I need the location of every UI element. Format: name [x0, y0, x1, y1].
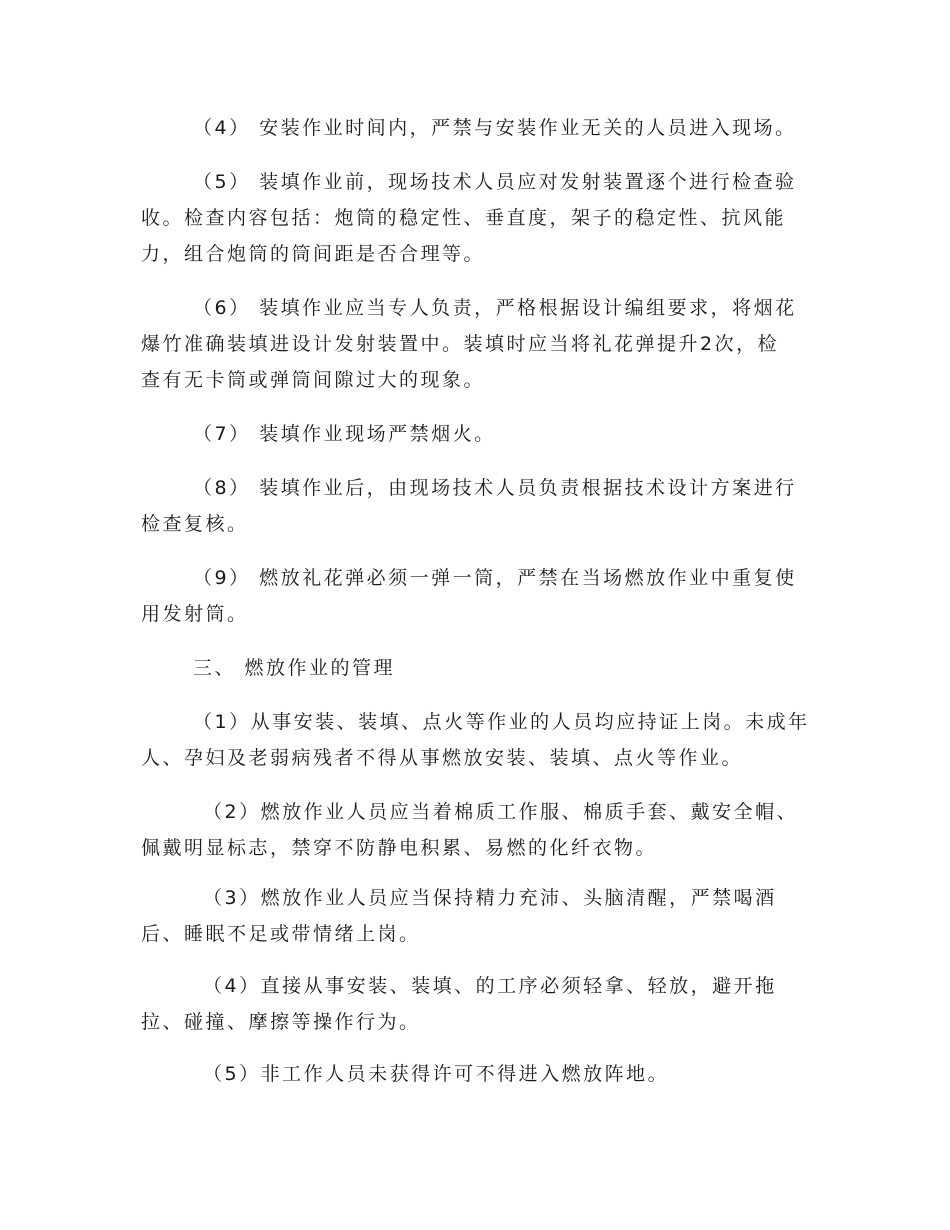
text-line: 拉、碰撞、摩擦等操作行为。 — [141, 1011, 421, 1033]
paragraph-loading-inspection — [141, 164, 813, 272]
paragraph-protective-clothing — [141, 794, 813, 866]
paragraph-install-time — [141, 110, 813, 146]
text-line: （2）燃放作业人员应当着棉质工作服、棉质手套、戴安全帽、 — [203, 801, 799, 823]
text-line: 人、孕妇及老弱病残者不得从事燃放安装、装填、点火等作业。 — [141, 747, 744, 769]
paragraph-post-loading-check — [141, 470, 813, 542]
paragraph-alertness — [141, 880, 813, 952]
paragraph-one-shell-one-tube — [141, 560, 813, 632]
paragraph-restricted-access — [141, 1056, 813, 1092]
text-line: 佩戴明显标志，禁穿不防静电积累、易燃的化纤衣物。 — [141, 837, 658, 859]
text-line: （7） 装填作业现场严禁烟火。 — [193, 423, 496, 445]
text-line: （3）燃放作业人员应当保持精力充沛、头脑清醒，严禁喝酒 — [203, 887, 777, 909]
paragraph-careful-handling — [141, 968, 813, 1040]
paragraph-loading-responsibility — [141, 290, 813, 398]
paragraph-no-fire — [141, 416, 813, 452]
text-line: 查有无卡筒或弹筒间隙过大的现象。 — [141, 369, 486, 391]
text-line: 力，组合炮筒的筒间距是否合理等。 — [141, 243, 486, 265]
text-line: （5） 装填作业前，现场技术人员应对发射装置逐个进行检查验 — [193, 171, 797, 193]
text-line: 爆竹准确装填进设计发射装置中。装填时应当将礼花弹提升2次，检 — [141, 333, 780, 355]
text-line: （4）直接从事安装、装填、的工序必须轻拿、轻放，避开拖 — [203, 975, 777, 997]
paragraph-certified-personnel — [141, 704, 813, 776]
text-line: （4） 安装作业时间内，严禁与安装作业无关的人员进入现场。 — [193, 117, 797, 139]
text-line: 后、睡眠不足或带情绪上岗。 — [141, 923, 421, 945]
text-line: 检查复核。 — [141, 513, 249, 535]
text-line: （8） 装填作业后，由现场技术人员负责根据技术设计方案进行 — [193, 477, 797, 499]
text-line: （5）非工作人员未获得许可不得进入燃放阵地。 — [203, 1063, 670, 1085]
text-line: 用发射筒。 — [141, 603, 249, 625]
section-heading: 三、 燃放作业的管理 — [193, 657, 396, 679]
text-line: （6） 装填作业应当专人负责，严格根据设计编组要求，将烟花 — [193, 297, 797, 319]
text-line: （9） 燃放礼花弹必须一弹一筒，严禁在当场燃放作业中重复使 — [193, 567, 797, 589]
text-line: 收。检查内容包括：炮筒的稳定性、垂直度，架子的稳定性、抗风能 — [141, 207, 787, 229]
text-line: （1）从事安装、装填、点火等作业的人员均应持证上岗。未成年 — [193, 711, 810, 733]
section-heading-firing-management — [141, 650, 813, 686]
